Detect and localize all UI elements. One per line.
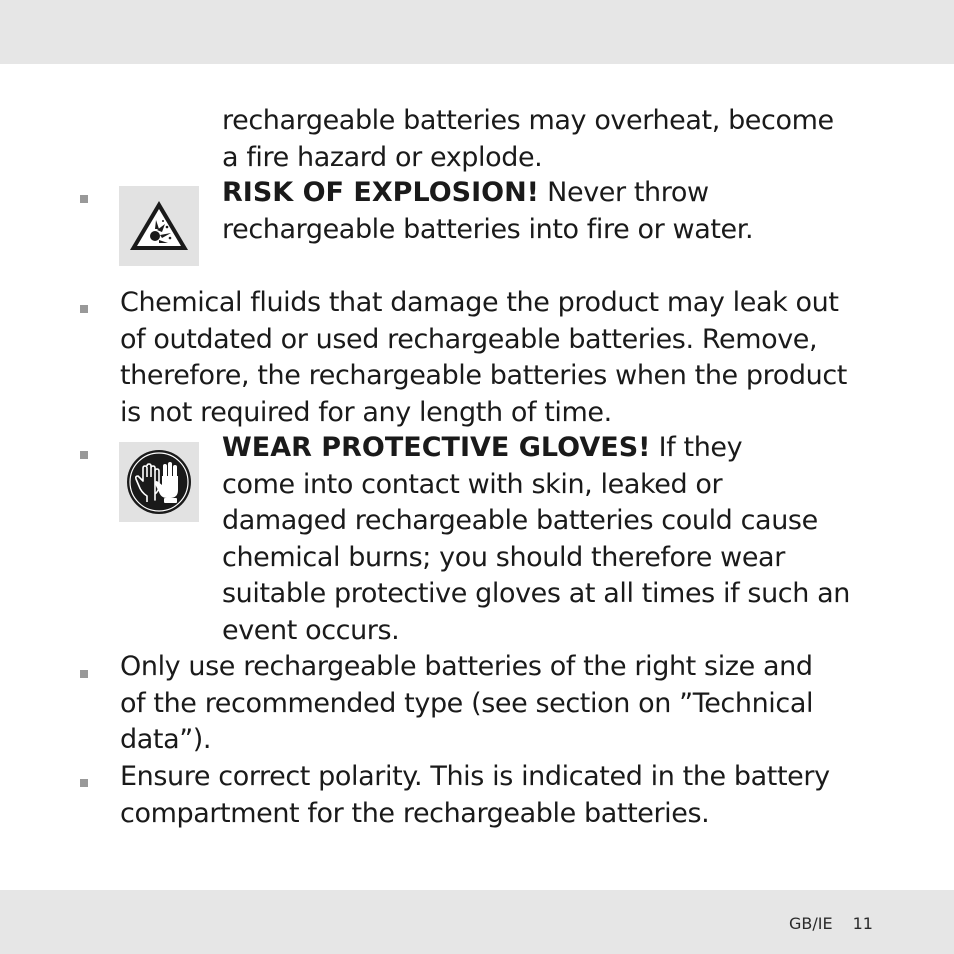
header-band bbox=[0, 0, 954, 64]
text-line: compartment for the rechargeable batteries. bbox=[120, 797, 710, 829]
page-footer bbox=[789, 914, 873, 933]
list-bullet bbox=[80, 195, 88, 203]
text-line: of outdated or used rechargeable batteries. Remove, bbox=[120, 323, 818, 355]
gloves-warning-paragraph bbox=[222, 430, 850, 649]
text-fragment: If they bbox=[650, 432, 743, 463]
list-bullet bbox=[80, 451, 88, 459]
chemical-fluids-paragraph bbox=[120, 285, 847, 431]
text-line: therefore, the rechargeable batteries when the product bbox=[120, 360, 847, 391]
page-number: 11 bbox=[852, 914, 873, 933]
text-line: data”). bbox=[120, 724, 212, 755]
text-line: damaged rechargeable batteries could cause bbox=[222, 505, 818, 536]
warning-heading: RISK OF EXPLOSION! bbox=[222, 177, 539, 208]
continuation-paragraph bbox=[222, 103, 834, 176]
polarity-paragraph bbox=[120, 759, 830, 832]
text-line: Chemical fluids that damage the product may leak out bbox=[120, 287, 839, 318]
explosion-warning-icon bbox=[119, 186, 199, 266]
list-bullet bbox=[80, 779, 88, 787]
text-line: event occurs. bbox=[222, 614, 400, 646]
warning-heading: WEAR PROTECTIVE GLOVES! bbox=[222, 432, 651, 463]
list-bullet bbox=[80, 670, 88, 678]
battery-size-paragraph bbox=[120, 649, 813, 759]
text-line: come into contact with skin, leaked or bbox=[222, 468, 723, 500]
text-line: rechargeable batteries may overheat, become bbox=[222, 105, 834, 136]
explosion-warning-paragraph bbox=[222, 175, 753, 248]
region-label: GB/IE bbox=[789, 914, 833, 933]
text-line: is not required for any length of time. bbox=[120, 396, 612, 428]
text-line: suitable protective gloves at all times if such an bbox=[222, 578, 850, 609]
text-line: of the recommended type (see section on ”Technical bbox=[120, 687, 814, 719]
text-line: Ensure correct polarity. This is indicated in the battery bbox=[120, 761, 830, 792]
text-line: Only use rechargeable batteries of the right size and bbox=[120, 651, 813, 682]
protective-gloves-icon bbox=[119, 442, 199, 522]
text-line: a fire hazard or explode. bbox=[222, 141, 543, 173]
text-line: chemical burns; you should therefore wear bbox=[222, 541, 785, 573]
text-fragment: Never throw bbox=[539, 177, 709, 208]
text-line: rechargeable batteries into fire or water. bbox=[222, 213, 754, 245]
list-bullet bbox=[80, 305, 88, 313]
